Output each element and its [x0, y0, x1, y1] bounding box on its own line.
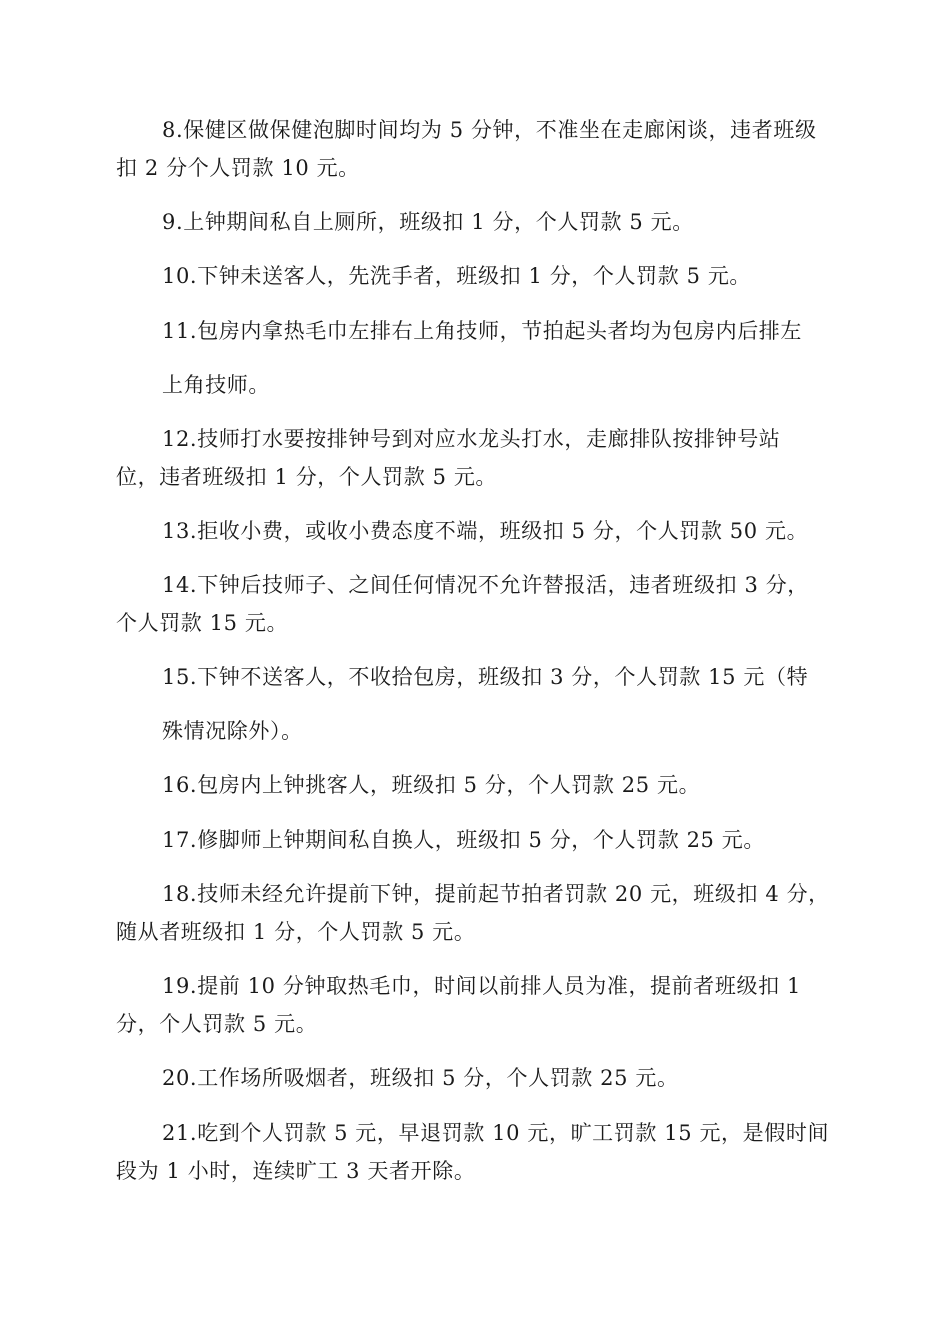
rule-13-line-1: 13.拒收小费，或收小费态度不端，班级扣 5 分，个人罚款 50 元。 — [162, 519, 809, 543]
rule-16-line-1: 16.包房内上钟挑客人，班级扣 5 分，个人罚款 25 元。 — [162, 773, 701, 797]
rule-9-line-1: 9.上钟期间私自上厕所，班级扣 1 分，个人罚款 5 元。 — [162, 210, 694, 234]
rule-12-line-2: 位，违者班级扣 1 分，个人罚款 5 元。 — [116, 465, 498, 489]
rule-18-line-1: 18.技师未经允许提前下钟，提前起节拍者罚款 20 元，班级扣 4 分， — [162, 882, 830, 906]
rule-14-line-1: 14.下钟后技师子、之间任何情况不允许替报活，违者班级扣 3 分， — [162, 573, 809, 597]
rule-14-line-2: 个人罚款 15 元。 — [116, 611, 289, 635]
rule-12-line-1: 12.技师打水要按排钟号到对应水龙头打水，走廊排队按排钟号站 — [162, 427, 781, 451]
rule-19-line-1: 19.提前 10 分钟取热毛巾，时间以前排人员为准，提前者班级扣 1 — [162, 974, 801, 998]
rule-15-line-2: 殊情况除外）。 — [162, 719, 303, 743]
rule-10-line-1: 10.下钟未送客人，先洗手者，班级扣 1 分，个人罚款 5 元。 — [162, 264, 752, 288]
rule-8-line-1: 8.保健区做保健泡脚时间均为 5 分钟，不准坐在走廊闲谈，违者班级 — [162, 118, 817, 142]
rule-21-line-1: 21.吃到个人罚款 5 元，早退罚款 10 元，旷工罚款 15 元，是假时间 — [162, 1121, 830, 1145]
rule-18-line-2: 随从者班级扣 1 分，个人罚款 5 元。 — [116, 920, 476, 944]
rule-20-line-1: 20.工作场所吸烟者，班级扣 5 分，个人罚款 25 元。 — [162, 1066, 679, 1090]
rule-19-line-2: 分，个人罚款 5 元。 — [116, 1012, 318, 1036]
rule-11-line-2: 上角技师。 — [162, 373, 270, 397]
rule-17-line-1: 17.修脚师上钟期间私自换人，班级扣 5 分，个人罚款 25 元。 — [162, 828, 765, 852]
rule-15-line-1: 15.下钟不送客人，不收拾包房，班级扣 3 分，个人罚款 15 元（特 — [162, 665, 809, 689]
rule-8-line-2: 扣 2 分个人罚款 10 元。 — [116, 156, 360, 180]
rule-11-line-1: 11.包房内拿热毛巾左排右上角技师，节拍起头者均为包房内后排左 — [162, 319, 802, 343]
rule-21-line-2: 段为 1 小时，连续旷工 3 天者开除。 — [116, 1159, 476, 1183]
